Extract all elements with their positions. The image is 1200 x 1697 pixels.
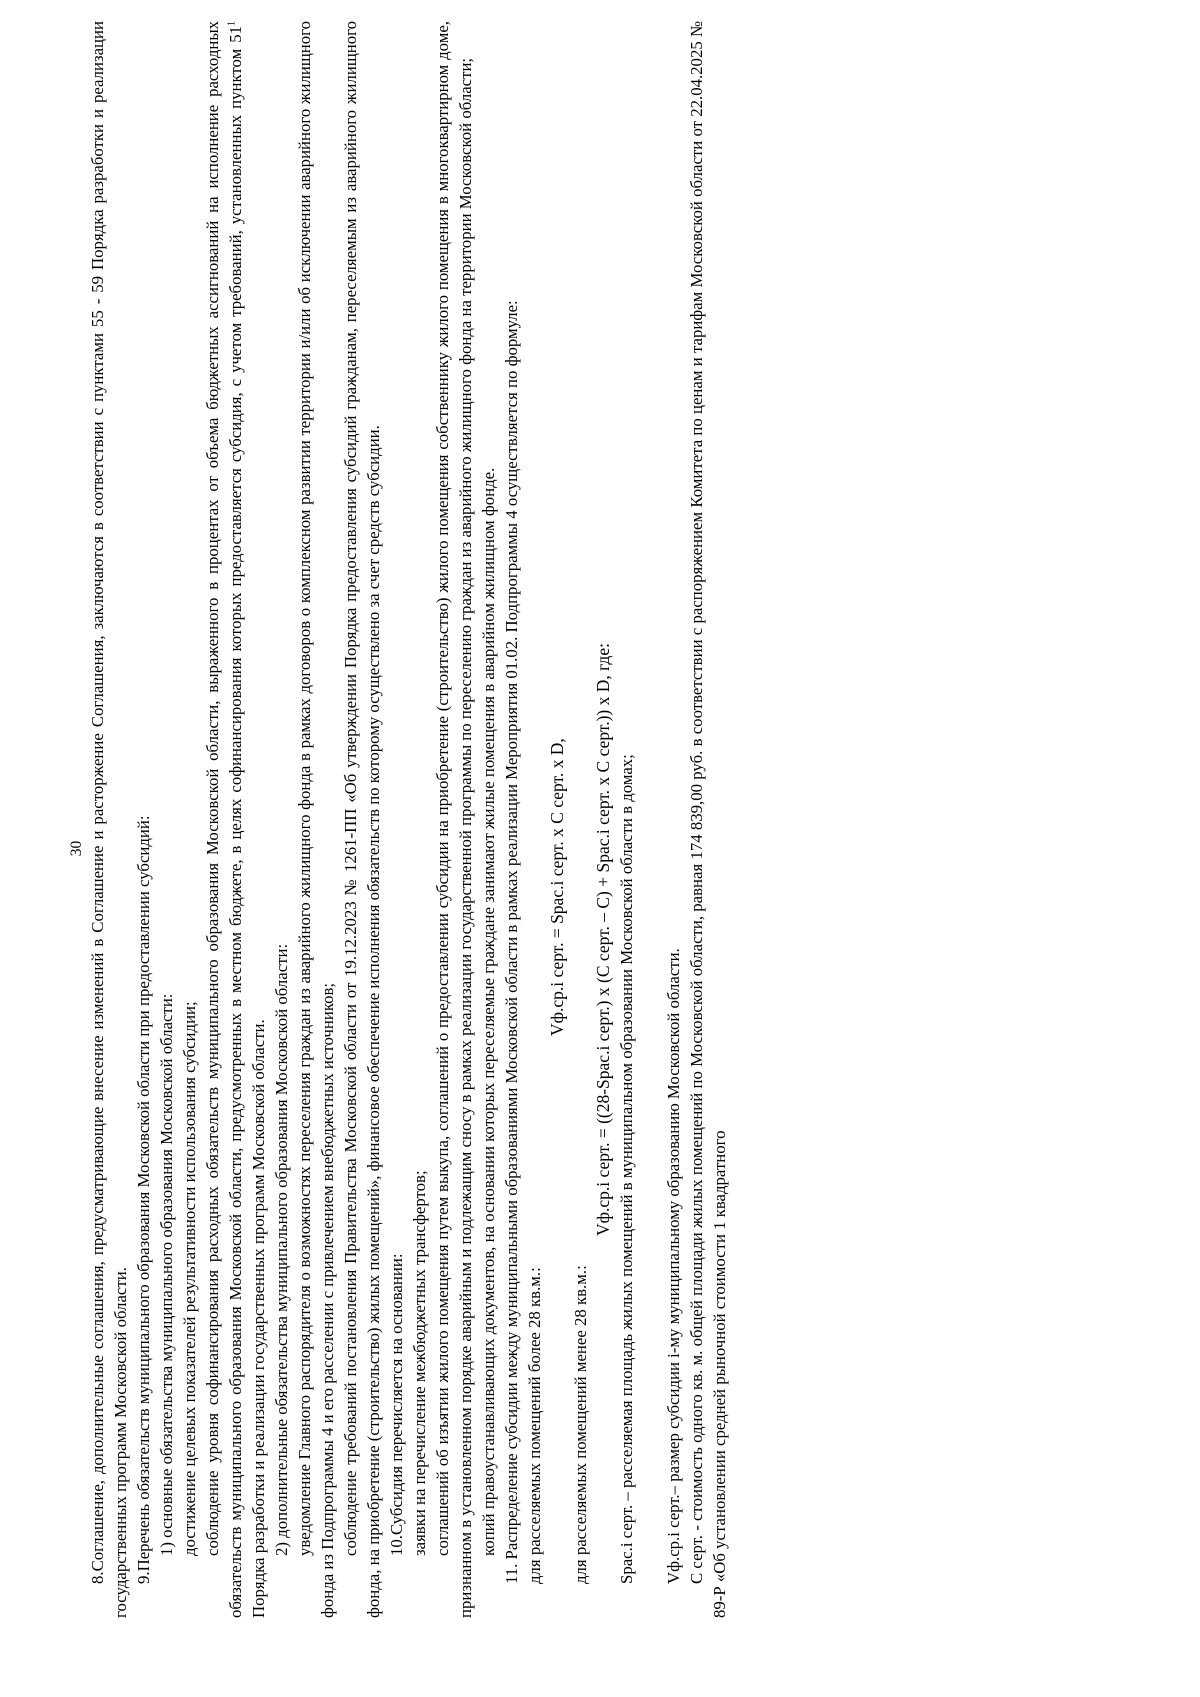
paragraph: 8.Соглашение, дополнительные соглашения, предусматривающие внесение изменений в Соглашение и расторжение Соглашения, заключаются в соответствии с пунктами 55 - 59 Порядка разработки и реализации государственных программ Московской области. [88, 21, 130, 1618]
formula-more-28: Vф.ср.i серт. = Spac.i серт. х С серт. х D, [547, 738, 567, 1036]
paragraph: 11. Распределение субсидии между муниципальными образованиями Московской области в рамках реализации Мероприятия 01.02. Подпрограммы 4 осуществляется по формуле: [502, 300, 521, 1584]
paragraph: 9.Перечень обязательств муниципального образования Московской области при предоставлении субсидий: [134, 815, 153, 1584]
paragraph: соблюдение требований постановления Правительства Московской области от 19.12.2023 № 1261-ПП «Об утверждении Порядка предоставления субсидий гражданам, переселяемым из аварийного жилищного фонда, на приобретение (строительство) жилых помещений», финансовое обеспечение исполнения обязательств по которому осуществлено за счет средств субсидии. [341, 21, 383, 1618]
formula-less-28: Vф.ср.i серт. = ((28-Spac.i серт.) х (С серт. – С) + Spac.i серт. х С серт.)) х D, где: [593, 643, 613, 1236]
paragraph: Spac.i серт. – расселяемая площадь жилых помещений в муниципальном образовании Московской области в домах; [617, 754, 636, 1584]
paragraph: 1) основные обязательства муниципального образования Московской области: [157, 993, 176, 1556]
paragraph: уведомление Главного распорядителя о возможностях переселения граждан из аварийного жилищного фонда в рамках договоров о комплексном развитии территории и/или об исключении аварийного жилищного фонда из Подпрограммы 4 и его расселении с привлечением внебюджетных источников; [295, 21, 337, 1618]
paragraph: достижение целевых показателей результативности использования субсидии; [180, 1001, 199, 1556]
paragraph-text: соблюдение уровня софинансирования расходных обязательств муниципального образования Московской области, выраженного в процентах от объема бюджетных ассигнований на исполнение расходных обязательств муниципального образования Московской области, предусмотренных в местном бюджете, в целях софинансирования которых предоставляется субсидия, с учетом требований, установленных пунктом 51 [203, 21, 245, 1618]
paragraph: С серт. - стоимость одного кв. м. общей площади жилых помещений по Московской области, равная 174 839,00 руб. в соответствии с распоряжением Комитета по ценам и тарифам Московской области от 22.04.2025 № 89-Р «Об установлении средней рыночной стоимости 1 квадратного [687, 21, 729, 1618]
paragraph [201, 21, 270, 1618]
footnote-mark: 1 [226, 21, 238, 26]
paragraph: 2) дополнительные обязательства муниципального образования Московской области: [272, 943, 291, 1556]
paragraph: соглашений об изъятии жилого помещения путем выкупа, соглашений о предоставлении субсидии на приобретение (строительство) жилого помещения собственнику жилого помещения в многоквартирном доме, признанном в установленном порядке аварийным и подлежащим сносу в рамках реализации государственной программы по переселению граждан из аварийного жилищного фонда на территории Московской области; [433, 21, 475, 1618]
paragraph-text: Порядка разработки и реализации государственных программ Московской области. [249, 1019, 268, 1618]
paragraph: заявки на перечисление межбюджетных трансфертов; [410, 1170, 429, 1556]
paragraph: для расселяемых помещений менее 28 кв.м.: [571, 1265, 590, 1584]
paragraph: для расселяемых помещений более 28 кв.м.: [525, 1267, 544, 1584]
paragraph: копий правоустанавливающих документов, на основании которых переселяемые граждане занимают жилые помещения в аварийном жилищном фонде. [479, 467, 498, 1556]
page-number: 30 [68, 840, 85, 857]
document-body [86, 21, 731, 1618]
paragraph: 10.Субсидия перечисляется на основании: [387, 1253, 406, 1556]
paragraph: Vф.ср.i серт.– размер субсидии i-му муниципальному образованию Московской области. [664, 948, 683, 1584]
